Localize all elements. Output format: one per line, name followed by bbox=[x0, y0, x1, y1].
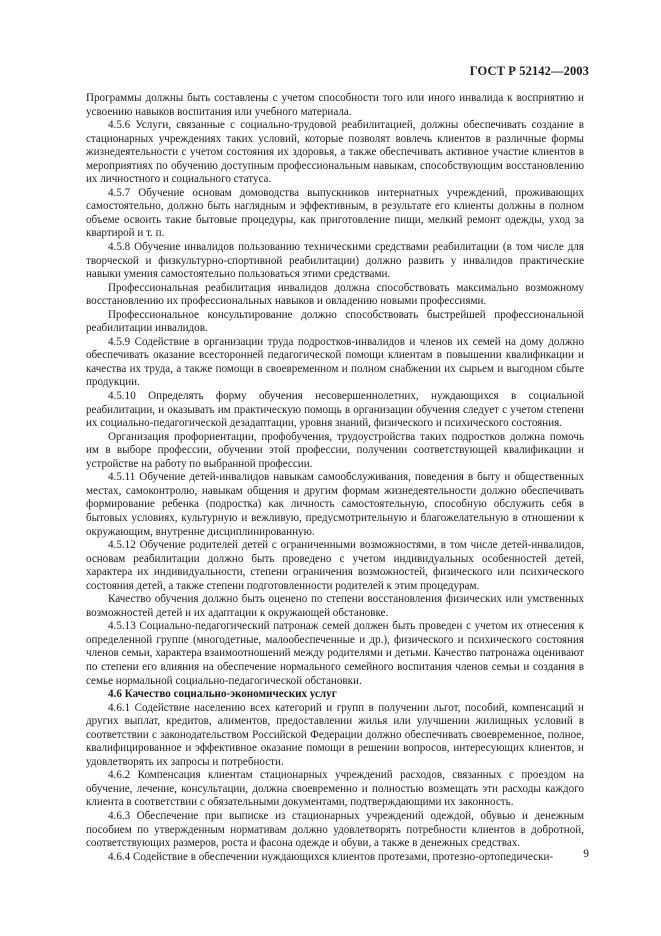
standard-header: ГОСТ Р 52142—2003 bbox=[469, 64, 589, 78]
page-number: 9 bbox=[583, 848, 589, 860]
clause-4-6-3: 4.6.3 Обеспечение при выписке из стационарных учреждений одеждой, обувью и денежным пособием по утвержденным нормативам должно удовлетворять потребности клиентов в добротной, соответствующих размеров, роста и фасона одежде и обуви, а также в денежных средствах. bbox=[86, 809, 584, 850]
document-body bbox=[86, 92, 584, 864]
clause-4-5-6: 4.5.6 Услуги, связанные с социально-трудовой реабилитацией, должны обеспечивать создание в стационарных учреждениях таких условий, которые позволят вовлечь клиентов в различные формы жизнедеятельности с учетом состояния их здоровья, а также обеспечивать активное участие клиентов в мероприятиях по обучению доступным профессиональным навыкам, способствующим восстановлению их личностного и социального статуса. bbox=[86, 119, 584, 186]
clause-4-5-8: 4.5.8 Обучение инвалидов пользованию техническими средствами реабилитации (в том числе для творческой и физкультурно-спортивной реабилитации) должно развить у инвалидов практические навыки умения самостоятельно пользоваться этими средствами. bbox=[86, 241, 584, 281]
paragraph-professional-rehab: Профессиональная реабилитация инвалидов должна способствовать максимально возможному восстановлению их профессиональных навыков и овладению новыми профессиями. bbox=[86, 281, 584, 308]
paragraph-career-guidance: Организация профориентации, профобучения, трудоустройства таких подростков должна помочь им в выборе профессии, обучении этой профессии, получении соответствующей квалификации и устройстве на работу по выбранной профессии. bbox=[86, 430, 584, 470]
clause-4-5-13: 4.5.13 Социально-педагогический патронаж семей должен быть проведен с учетом их отнесения к определенной группе (многодетные, малообеспеченные и др.), физического и психического состояния членов семьи, характера взаимоотношений между родителями и детьми. Качество патронажа оценивают по степени его влияния на обеспечение нормального семейного воспитания членов семьи и создания в семье нормальной социально-педагогической обстановки. bbox=[86, 620, 584, 687]
clause-4-5-7: 4.5.7 Обучение основам домоводства выпускников интернатных учреждений, проживающих самостоятельно, должно быть наглядным и эффективным, в результате его клиенты должны в полном объеме освоить такие бытовые процедуры, как приготовление пищи, мелкий ремонт одежды, уход за квартирой и т. п. bbox=[86, 186, 584, 240]
clause-4-6-1: 4.6.1 Содействие населению всех категорий и групп в получении льгот, пособий, компенсаций и других выплат, кредитов, алиментов, предоставлении жилья или улучшении жилищных условий в соответствии с законодательством Российской Федерации должно обеспечивать своевременное, полное, квалифицированное и эффективное оказание помощи в решении вопросов, интересующих клиентов, и удовлетворять их запросы и потребности. bbox=[86, 701, 584, 768]
clause-4-5-11: 4.5.11 Обучение детей-инвалидов навыкам самообслуживания, поведения в быту и общественных местах, самоконтролю, навыкам общения и другим формам жизнедеятельности должно обеспечивать формирование ребенка (подростка) как личность самостоятельную, способную обслужить себя в бытовых условиях, культурную и вежливую, предусмотрительную и благожелательную в отношении к окружающим, внутренне дисциплинированную. bbox=[86, 471, 584, 538]
paragraph-professional-consulting: Профессиональное консультирование должно способствовать быстрейшей профессиональной реабилитации инвалидов. bbox=[86, 308, 584, 335]
section-heading-4-6: 4.6 Качество социально-экономических услуг bbox=[108, 688, 337, 701]
clause-4-5-10: 4.5.10 Определять форму обучения несовершеннолетних, нуждающихся в социальной реабилитации, и оказывать им практическую помощь в организации обучения следует с учетом степени их социально-педагогической дезадаптации, уровня знаний, физического и психического состояния. bbox=[86, 390, 584, 430]
clause-4-5-12: 4.5.12 Обучение родителей детей с ограниченными возможностями, в том числе детей-инвалидов, основам реабилитации должно быть проведено с учетом индивидуальных особенностей детей, характера их индивидуальности, степени ограничения возможностей, физического или психического состояния детей, а также степени подготовленности родителей к этим процедурам. bbox=[86, 539, 584, 592]
paragraph-training-quality: Качество обучения должно быть оценено по степени восстановления физических или умственных возможностей детей и их адаптации к окружающей обстановке. bbox=[86, 593, 584, 619]
paragraph-continuation: Программы должны быть составлены с учетом способности того или иного инвалида к восприятию и усвоению навыков воспитания или учебного материала. bbox=[86, 92, 584, 118]
clause-4-6-4: 4.6.4 Содействие в обеспечении нуждающихся клиентов протезами, протезно-ортопедически- bbox=[108, 850, 554, 863]
clause-4-6-2: 4.6.2 Компенсация клиентам стационарных учреждений расходов, связанных с проездом на обучение, лечение, консультации, должна своевременно и полностью возмещать эти расходы каждого клиента в соответствии с обязательными документами, подтверждающими их законность. bbox=[86, 769, 584, 809]
clause-4-5-9: 4.5.9 Содействие в организации труда подростков-инвалидов и членов их семей на дому должно обеспечивать оказание всесторонней педагогической помощи клиентам в повышении квалификации и качества их труда, а также помощи в своевременном и полном снабжении их сырьем и выгодном сбыте продукции. bbox=[86, 335, 584, 389]
